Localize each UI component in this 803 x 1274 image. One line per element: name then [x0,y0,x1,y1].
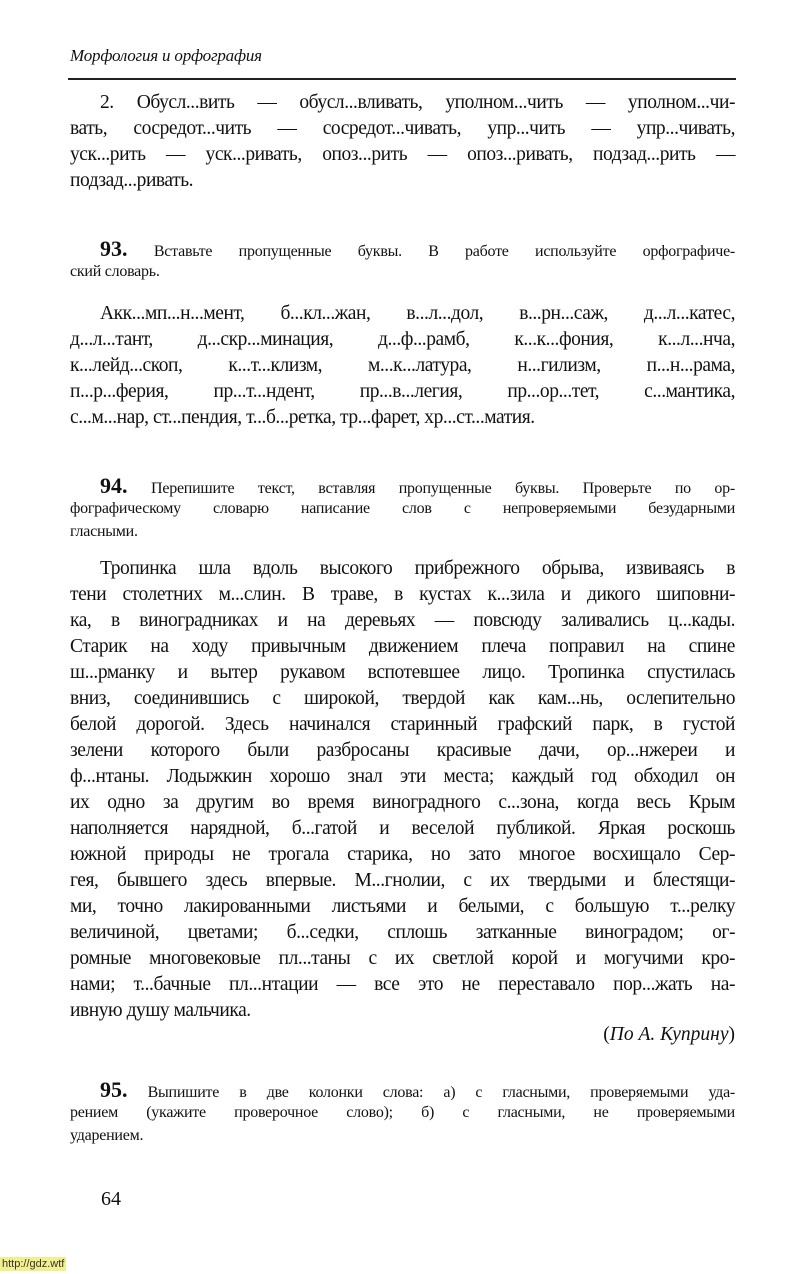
line-text: к...лейд...скоп, к...т...клизм, м...к...латура, н...гилизм, п...н...рама, [70,355,735,376]
line-text: тени столетних м...слин. В траве, в кустах к...зила и дикого шиповни- [70,584,735,605]
line-text: ромные многовековые пл...таны с их светлой корой и могучими кро- [70,948,735,969]
text-line [70,405,735,431]
line-text: ударением. [70,1127,144,1144]
text-line [70,301,735,327]
text-line [70,327,735,353]
text-line [70,497,735,520]
text-line [70,1101,735,1124]
line-text: белой дорогой. Здесь начинался старинный графский парк, в густой [70,714,735,735]
line-text: вать, сосредот...чить — сосредот...чивать, упр...чить — упр...чивать, [70,118,735,139]
running-head: Морфология и орфография [70,46,262,65]
task-number: 93. [100,236,128,261]
line-text: их одно за другим во время виноградного с...зона, когда весь Крым [70,792,735,813]
line-text: Вставьте пропущенные буквы. В работе используйте орфографиче- [153,243,736,260]
text-line [70,712,735,738]
text-line [70,90,735,116]
line-text: Перепишите текст, вставляя пропущенные буквы. Проверьте по ор- [151,480,735,497]
line-text: ка, в виноградниках и на деревьях — повсюду заливались ц...кады. [70,610,735,631]
attribution-author: По А. Куприну [609,1024,729,1045]
text-line [70,1078,735,1101]
text-line [70,474,735,497]
header-rule [68,78,736,80]
task-94-instruction [70,474,735,543]
text-line [70,142,735,168]
line-text: уск...рить — уск...ривать, опоз...рить — опоз...ривать, подзад...рить — [70,144,735,165]
text-line [70,920,735,946]
text-line [70,660,735,686]
line-text: ш...рманку и вытер рукавом вспотевшее лицо. Тропинка спустилась [70,662,735,683]
text-line [70,842,735,868]
paren-open: ( [603,1024,610,1045]
line-text: подзад...ривать. [70,170,194,191]
line-text: ский словарь. [70,263,160,280]
text-line [70,998,735,1024]
task-94-text [70,556,735,1024]
text-line [70,556,735,582]
text-line [70,764,735,790]
line-text: нами; т...бачные пл...нтации — все это не переставало пор...жать на- [70,974,735,995]
text-line [70,116,735,142]
text-line [70,790,735,816]
page-number: 64 [101,1188,121,1210]
text-line [70,634,735,660]
line-text: с...м...нар, ст...пендия, т...б...ретка, тр...фарет, хр...ст...матия. [70,407,535,428]
line-text: д...л...тант, д...скр...минация, д...ф...рамб, к...к...фония, к...л...нча, [70,329,735,350]
line-text: величиной, цветами; б...седки, сплошь затканные виноградом; ог- [70,922,735,943]
line-text: зелени которого были разбросаны красивые дачи, ор...нжереи и [70,740,735,761]
line-text: фографическому словарю написание слов с непроверяемыми безударными [70,500,735,517]
item-2-text [70,90,735,194]
text-line [70,738,735,764]
line-text: ми, точно лакированными листьями и белыми, с большую т...релку [70,896,735,917]
line-text: гея, бывшего здесь впервые. М...гнолии, с их твердыми и блестящи- [70,870,735,891]
watermark-link[interactable]: http://gdz.wtf [2,1258,65,1270]
text-line [70,868,735,894]
line-text: наполняется нарядной, б...гатой и веселой публикой. Яркая роскошь [70,818,735,839]
line-text: 2. Обусл...вить — обусл...вливать, уполном...чить — уполном...чи- [100,92,735,113]
text-line [70,894,735,920]
line-text: Тропинка шла вдоль высокого прибрежного обрыва, извиваясь в [100,558,735,579]
text-line [70,816,735,842]
attribution [603,1024,735,1046]
text-line [70,260,735,283]
line-text: вниз, соединившись с широкой, твердой как кам...нь, ослепительно [70,688,735,709]
line-text: ф...нтаны. Лодыжкин хорошо знал эти места; каждый год обходил он [70,766,735,787]
task-95-instruction [70,1078,735,1147]
text-line [70,582,735,608]
task-number: 94. [100,473,128,498]
text-line [70,608,735,634]
task-number: 95. [100,1077,128,1102]
line-text: Старик на ходу привычным движением плеча поправил на спине [70,636,735,657]
text-line [70,168,735,194]
paren-close: ) [728,1024,735,1045]
text-line [70,353,735,379]
task-93-instruction [70,237,735,283]
text-line [70,1124,735,1147]
line-text: южной природы не трогала старика, но зато многое восхищало Сер- [70,844,735,865]
text-line [70,686,735,712]
line-text: п...р...ферия, пр...т...ндент, пр...в...легия, пр...ор...тет, с...мантика, [70,381,735,402]
task-93-word-list [70,301,735,431]
line-text: гласными. [70,523,138,540]
text-line [70,237,735,260]
line-text: ивную душу мальчика. [70,1000,251,1021]
text-line [70,946,735,972]
text-line [70,379,735,405]
line-text: Выпишите в две колонки слова: а) с гласными, проверяемыми уда- [147,1084,735,1101]
text-line [70,520,735,543]
line-text: Акк...мп...н...мент, б...кл...жан, в...л...дол, в...рн...саж, д...л...катес, [100,303,735,324]
line-text: рением (укажите проверочное слово); б) с гласными, не проверяемыми [70,1104,735,1121]
text-line [70,972,735,998]
